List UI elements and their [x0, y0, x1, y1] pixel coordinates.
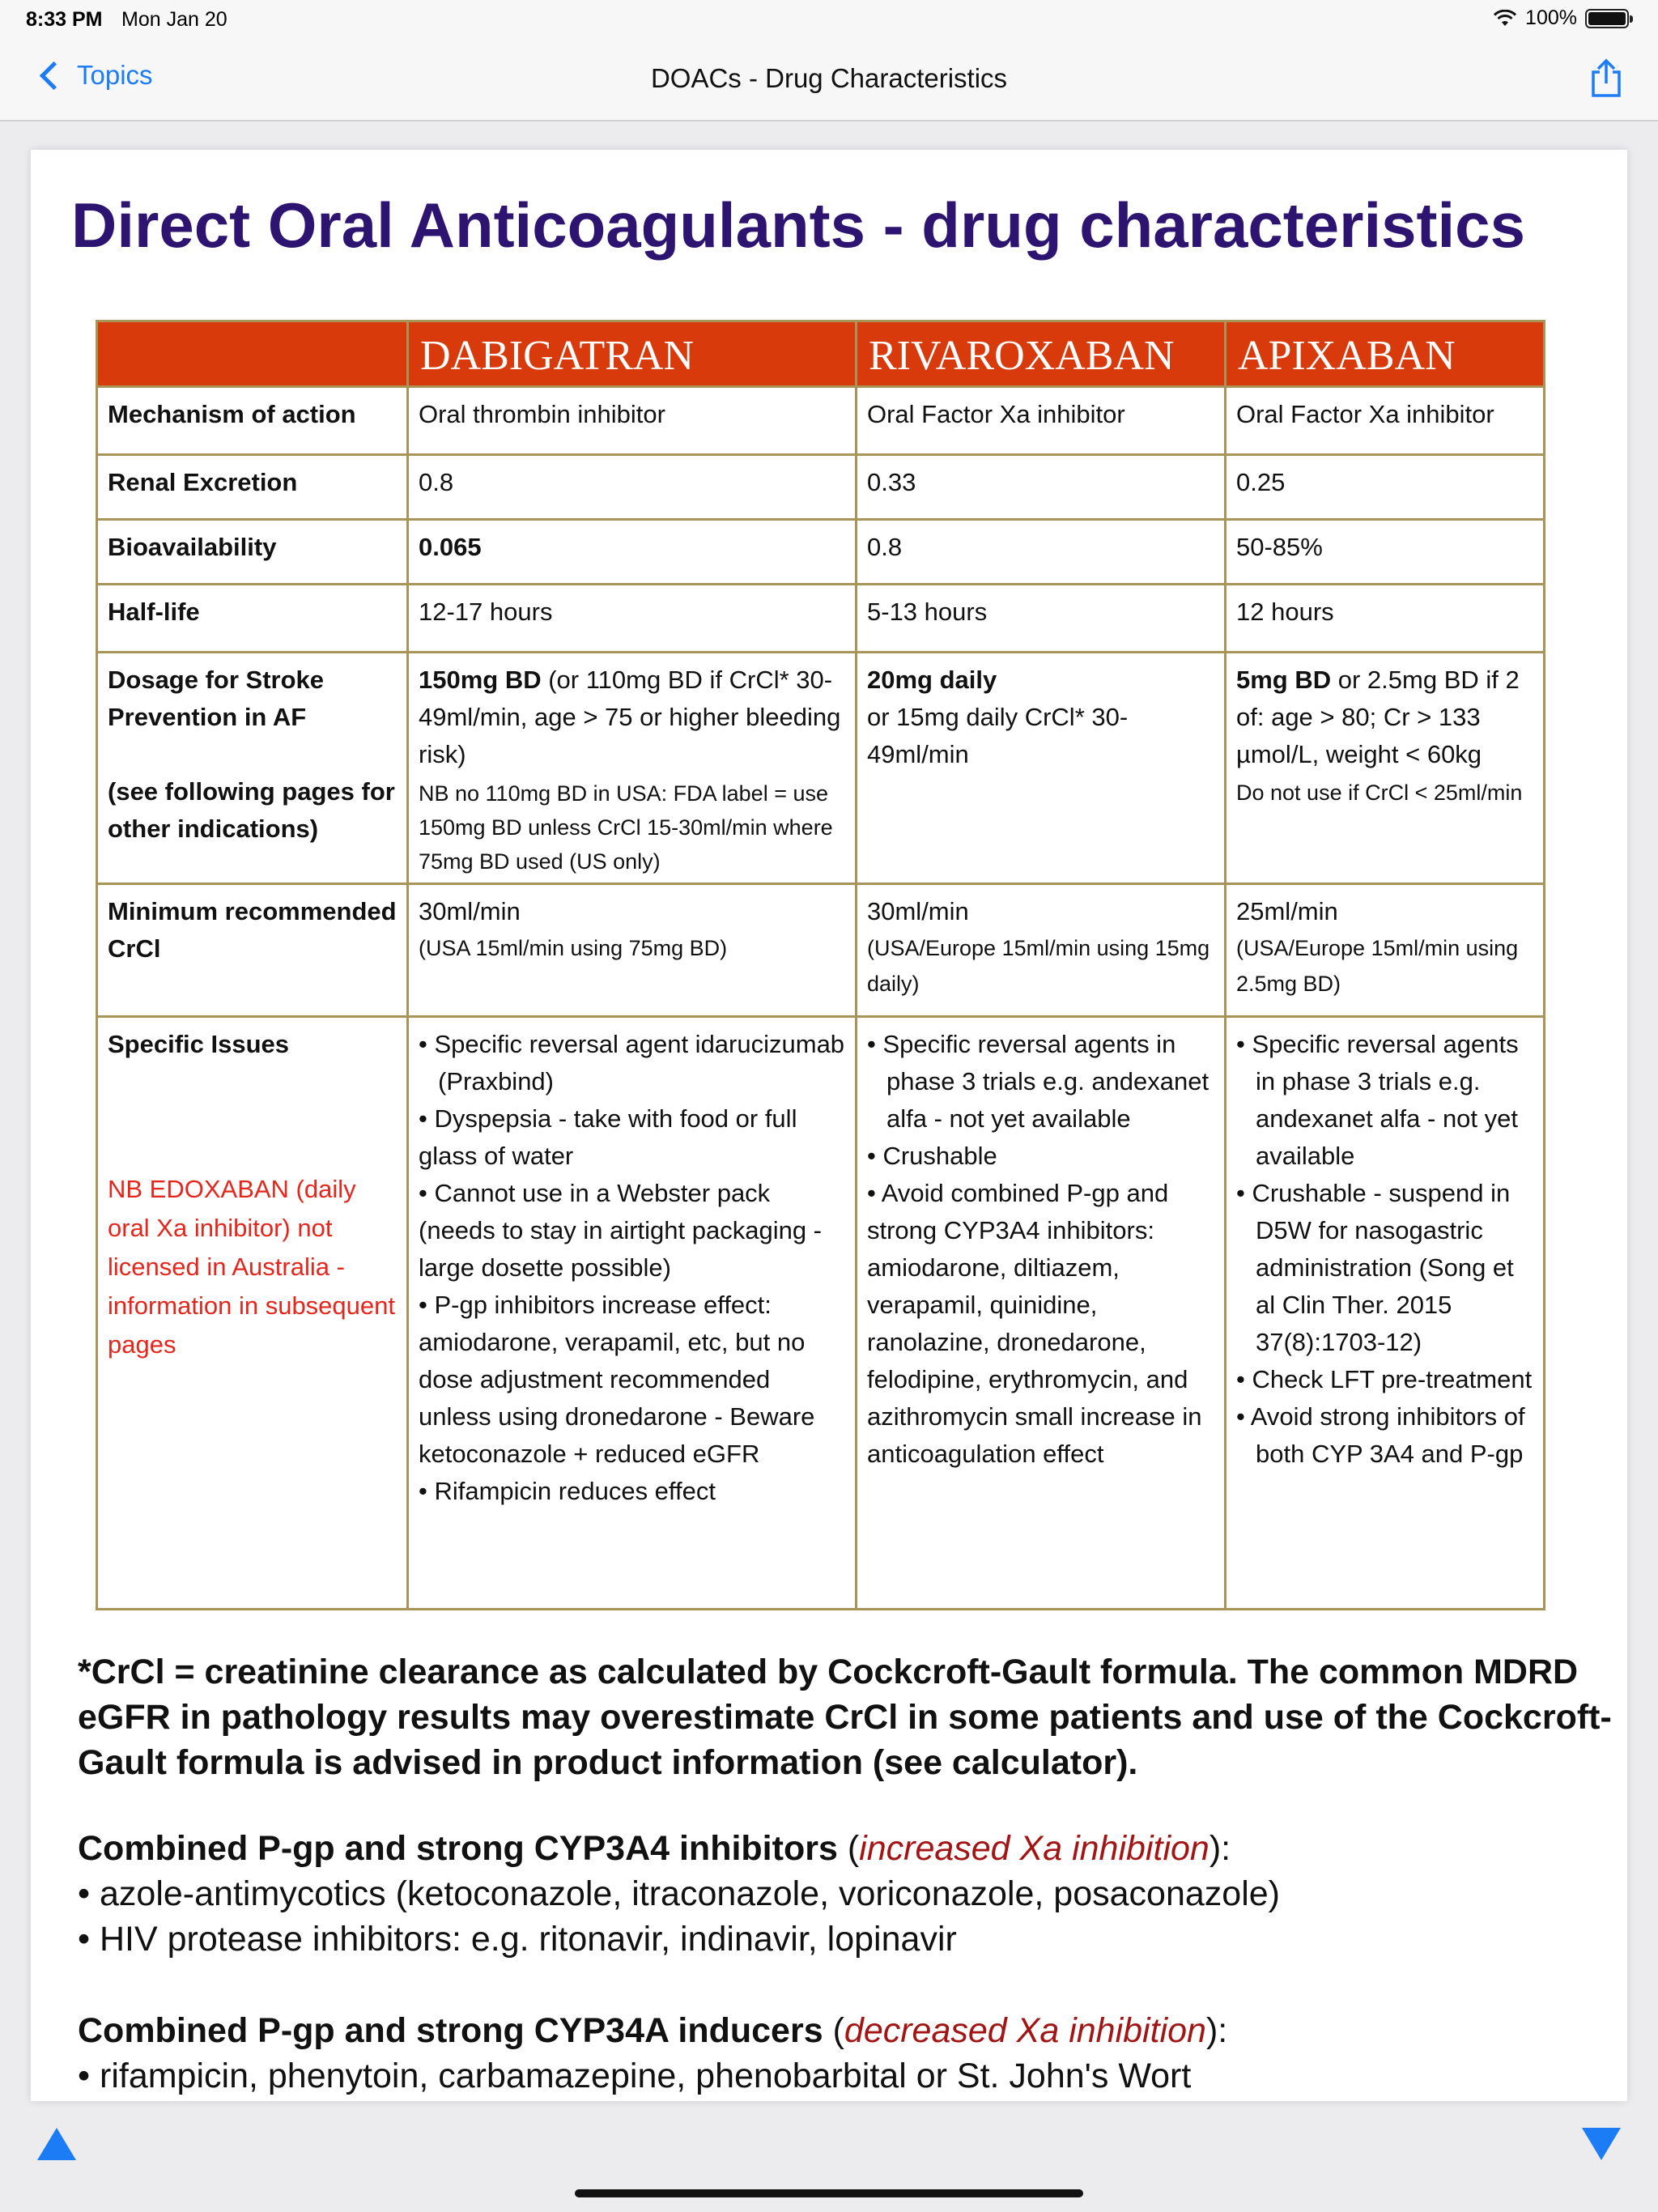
nav-bar	[0, 39, 1658, 121]
row-label-issues	[97, 1017, 408, 1610]
list-item: • Cannot use in a Webster pack (needs to stay in airtight packaging - large dosette possible)	[419, 1179, 822, 1282]
row-label-crcl: Minimum recommended CrCl	[97, 884, 408, 1017]
table-header-row	[97, 321, 1545, 387]
list-item: • Specific reversal agents in phase 3 trials e.g. andexanet alfa - not yet available	[1236, 1030, 1519, 1170]
list-item: • Dyspepsia - take with food or full glass of water	[419, 1104, 797, 1170]
next-page-button[interactable]	[1582, 2128, 1621, 2160]
list-item: • P-gp inhibitors increase effect: amiodarone, verapamil, etc, but no dose adjustment recommended unless using dronedarone - Beware ketoconazole + reduced eGFR	[419, 1291, 815, 1468]
cell-apixaban-mechanism: Oral Factor Xa inhibitor	[1226, 387, 1545, 455]
cell-apixaban-crcl	[1226, 884, 1545, 1017]
cell-rivaroxaban-halflife: 5-13 hours	[857, 585, 1226, 653]
list-item: • Specific reversal agent idarucizumab (Praxbind)	[419, 1030, 845, 1095]
battery-percent: 100%	[1525, 6, 1577, 29]
row-label-bioavailability: Bioavailability	[97, 520, 408, 585]
list-item: • Avoid combined P-gp and strong CYP3A4 inhibitors: amiodarone, diltiazem, verapamil, quinidine, ranolazine, dronedarone, felodipine, erythromycin, and azithromycin small increase in anticoagulation effect	[867, 1179, 1202, 1468]
edoxaban-note: NB EDOXABAN (daily oral Xa inhibitor) not licensed in Australia - information in subsequent pages	[108, 1175, 396, 1359]
rivaroxaban-dose-bold: 20mg daily	[867, 666, 997, 694]
cell-rivaroxaban-crcl	[857, 884, 1226, 1017]
share-icon[interactable]	[1588, 58, 1624, 99]
cell-dabigatran-dosage	[408, 653, 857, 884]
list-item: • HIV protease inhibitors: e.g. ritonavir, indinavir, lopinavir	[78, 1920, 957, 1959]
list-item: • rifampicin, phenytoin, carbamazepine, phenobarbital or St. John's Wort	[78, 2057, 1192, 2095]
wifi-icon	[1493, 10, 1517, 28]
header-rivaroxaban: RIVAROXABAN	[857, 321, 1226, 387]
dosage-label: Dosage for Stroke Prevention in AF	[108, 666, 325, 731]
status-time: 8:33 PM	[26, 8, 103, 31]
cell-rivaroxaban-renal: 0.33	[857, 455, 1226, 520]
table-row	[97, 585, 1545, 653]
list-item: • Avoid strong inhibitors of both CYP 3A4 and P-gp	[1236, 1402, 1525, 1468]
row-label-halflife: Half-life	[97, 585, 408, 653]
page-title: Direct Oral Anticoagulants - drug characteristics	[71, 189, 1525, 261]
inhibitors-close: ):	[1209, 1829, 1231, 1868]
cell-dabigatran-crcl	[408, 884, 857, 1017]
apixaban-crcl-note: (USA/Europe 15ml/min using 2.5mg BD)	[1236, 936, 1519, 996]
dabigatran-dose	[419, 661, 845, 773]
inducers-close: ):	[1205, 2011, 1228, 2050]
cell-dabigatran-issues	[408, 1017, 857, 1610]
inducers-section	[78, 2008, 1616, 2099]
inhibitors-effect: increased Xa inhibition	[859, 1829, 1209, 1868]
dabigatran-dose-bold: 150mg BD	[419, 666, 542, 694]
apixaban-dose	[1236, 661, 1533, 773]
drug-table	[96, 320, 1545, 1610]
battery-icon	[1585, 9, 1629, 28]
header-dabigatran: DABIGATRAN	[408, 321, 857, 387]
apixaban-crcl-main: 25ml/min	[1236, 897, 1338, 925]
table-row	[97, 387, 1545, 455]
home-indicator[interactable]	[575, 2189, 1083, 2197]
table-row	[97, 884, 1545, 1017]
inducers-heading-text: Combined P-gp and strong CYP34A inducers	[78, 2011, 823, 2050]
row-label-renal: Renal Excretion	[97, 455, 408, 520]
inhibitors-section	[78, 1826, 1616, 1962]
dabigatran-dose-note: NB no 110mg BD in USA: FDA label = use 150mg BD unless CrCl 15-30ml/min where 75mg BD used (US only)	[419, 781, 833, 874]
dabigatran-crcl-note: (USA 15ml/min using 75mg BD)	[419, 936, 728, 960]
status-right	[1493, 6, 1629, 30]
cell-rivaroxaban-bioavailability: 0.8	[857, 520, 1226, 585]
cell-dabigatran-mechanism: Oral thrombin inhibitor	[408, 387, 857, 455]
table-row	[97, 455, 1545, 520]
crcl-footnote: *CrCl = creatinine clearance as calculated by Cockcroft-Gault formula. The common MDRD eGFR in pathology results may overestimate CrCl in some patients and use of the Cockcroft-Gault formula is advised in product information (see calculator).	[78, 1653, 1612, 1782]
dabigatran-crcl-main: 30ml/min	[419, 897, 521, 925]
table-row	[97, 520, 1545, 585]
cell-rivaroxaban-dosage	[857, 653, 1226, 884]
cell-rivaroxaban-mechanism: Oral Factor Xa inhibitor	[857, 387, 1226, 455]
cell-dabigatran-renal: 0.8	[408, 455, 857, 520]
rivaroxaban-crcl-note: (USA/Europe 15ml/min using 15mg daily)	[867, 936, 1210, 996]
cell-apixaban-issues	[1226, 1017, 1545, 1610]
inducers-heading	[78, 2008, 1616, 2053]
header-empty	[97, 321, 408, 387]
inducers-open: (	[823, 2011, 844, 2050]
cell-apixaban-dosage	[1226, 653, 1545, 884]
nav-title: DOACs - Drug Characteristics	[650, 63, 1008, 93]
cell-dabigatran-bioavailability: 0.065	[408, 520, 857, 585]
row-label-dosage	[97, 653, 408, 884]
cell-apixaban-halflife: 12 hours	[1226, 585, 1545, 653]
rivaroxaban-crcl-main: 30ml/min	[867, 897, 969, 925]
header-apixaban: APIXABAN	[1226, 321, 1545, 387]
list-item: • Check LFT pre-treatment	[1236, 1365, 1533, 1393]
cell-apixaban-bioavailability: 50-85%	[1226, 520, 1545, 585]
cell-dabigatran-halflife: 12-17 hours	[408, 585, 857, 653]
apixaban-dose-bold: 5mg BD	[1236, 666, 1332, 694]
issues-label: Specific Issues	[108, 1030, 290, 1058]
list-item: • Crushable - suspend in D5W for nasogastric administration (Song et al Clin Ther. 2015 37(8):1703-12)	[1236, 1179, 1514, 1356]
previous-page-button[interactable]	[37, 2128, 76, 2160]
status-date: Mon Jan 20	[121, 8, 227, 31]
inhibitors-heading	[78, 1826, 1616, 1871]
document-page	[31, 150, 1627, 2101]
list-item: • Specific reversal agents in phase 3 trials e.g. andexanet alfa - not yet available	[867, 1030, 1209, 1133]
dabigatran-dose-text: (or 110mg BD if CrCl* 30-49ml/min, age > 75 or higher bleeding risk)	[419, 666, 841, 768]
battery-fill	[1588, 12, 1626, 25]
row-label-mechanism: Mechanism of action	[97, 387, 408, 455]
inhibitors-heading-text: Combined P-gp and strong CYP3A4 inhibitors	[78, 1829, 838, 1868]
cell-apixaban-renal: 0.25	[1226, 455, 1545, 520]
rivaroxaban-dose-text: or 15mg daily CrCl* 30-49ml/min	[867, 703, 1129, 768]
inhibitors-open: (	[837, 1829, 860, 1868]
inducers-effect: decreased Xa inhibition	[844, 2011, 1206, 2050]
list-item: • Crushable	[867, 1142, 997, 1170]
dosage-label-note: (see following pages for other indications)	[108, 777, 395, 843]
back-label: Topics	[77, 60, 153, 90]
cell-rivaroxaban-issues	[857, 1017, 1226, 1610]
table-row	[97, 653, 1545, 884]
apixaban-dose-text: or 2.5mg BD if 2 of: age > 80; Cr > 133 µmol/L, weight < 60kg	[1236, 666, 1520, 768]
status-bar	[0, 0, 1658, 39]
apixaban-dose-note: Do not use if CrCl < 25ml/min	[1236, 781, 1523, 805]
table-row	[97, 1017, 1545, 1610]
list-item: • Rifampicin reduces effect	[419, 1477, 716, 1505]
list-item: • azole-antimycotics (ketoconazole, itraconazole, voriconazole, posaconazole)	[78, 1874, 1280, 1913]
